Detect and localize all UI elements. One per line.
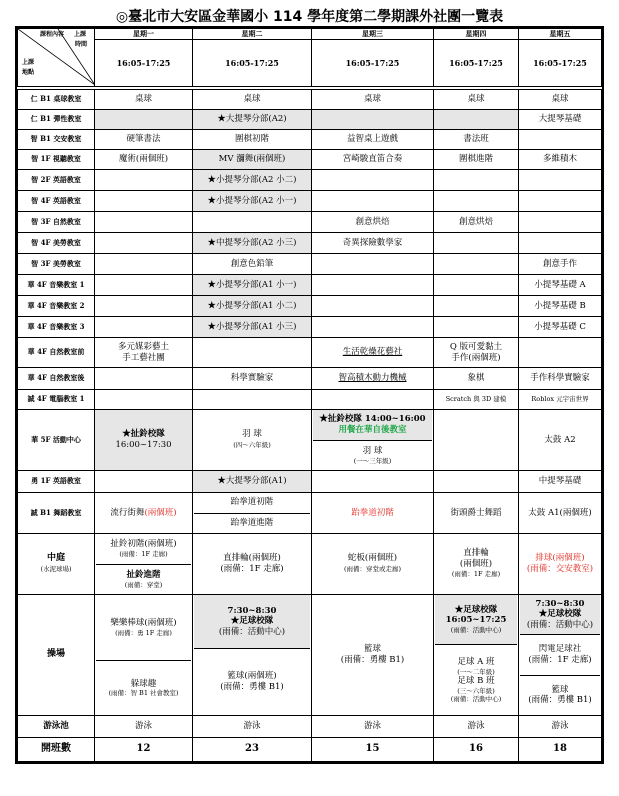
time-fri: 16:05-17:25 — [519, 40, 602, 87]
activity-line: (雨備：1F 走廊) — [220, 564, 284, 574]
activity-note: 用餐在華自後教室 — [338, 424, 407, 435]
activity-cell: ★中提琴分部(A2 小三) — [193, 233, 312, 254]
location-cell: 華 4F 音樂教室 1 — [18, 275, 95, 296]
activity-line: 籃球 — [551, 684, 569, 695]
location-cell: 仁 B1 桌球教室 — [18, 90, 95, 110]
location-cell: 華 4F 自然教室後 — [18, 368, 95, 390]
activity-line: (雨備：勇樓 B1) — [340, 655, 405, 665]
empty-cell — [95, 212, 193, 233]
activity-cell: 圍棋進階 — [434, 150, 519, 170]
activity-line: (雨備：活動中心) — [526, 619, 594, 630]
location-cell: 華 4F 自然教室前 — [18, 338, 95, 368]
empty-cell — [434, 233, 519, 254]
location-cell: 智 4F 英語教室 — [18, 191, 95, 212]
empty-cell — [312, 317, 434, 338]
activity-cell — [95, 410, 193, 471]
activity-line: 多元媒彩藝土 — [117, 341, 169, 352]
activity-line: (雨備：活動中心) — [450, 626, 502, 635]
table-row — [18, 534, 602, 595]
empty-cell — [519, 233, 602, 254]
location-cell: 游泳池 — [18, 716, 95, 738]
activity-cell: 智高積木動力機械 — [312, 368, 434, 390]
activity-cell: 書法班 — [434, 130, 519, 150]
empty-cell — [95, 317, 193, 338]
day-header-wed: 星期三 — [312, 29, 434, 40]
activity-cell: 游泳 — [193, 716, 312, 738]
location-cell: 華 4F 音樂教室 2 — [18, 296, 95, 317]
day-header-thu: 星期四 — [434, 29, 519, 40]
empty-cell — [193, 390, 312, 410]
activity-line: 蛇板(兩個班) — [347, 553, 398, 564]
activity-note: (兩個班) — [144, 507, 177, 518]
day-header-fri: 星期五 — [519, 29, 602, 40]
table-row — [18, 738, 602, 762]
day-header-tue: 星期二 — [193, 29, 312, 40]
activity-cell: ★大提琴分部(A1) — [193, 471, 312, 493]
table-row — [18, 275, 602, 296]
table-row — [18, 212, 602, 233]
activity-line: (雨備：活動中心) — [450, 694, 502, 703]
class-count-fri: 18 — [519, 738, 602, 762]
location-cell: 智 B1 交安教室 — [18, 130, 95, 150]
activity-line: 手工藝社團 — [122, 352, 165, 363]
empty-cell — [95, 170, 193, 191]
table-row — [18, 390, 602, 410]
activity-line: 閃電足球社 — [538, 644, 582, 655]
activity-cell — [95, 534, 193, 595]
corner-time-label: 時間 — [75, 41, 88, 48]
activity-line: ★足球校隊 — [230, 616, 274, 627]
activity-line: (雨備：勇 1F 走廊) — [115, 628, 172, 637]
activity-cell: 創意手作 — [519, 254, 602, 275]
table-row — [18, 110, 602, 130]
activity-cell: 小提琴基礎 B — [519, 296, 602, 317]
activity-line: (雨備：勇樓 B1) — [220, 681, 284, 692]
activity-cell: ★小提琴分部(A1 小三) — [193, 317, 312, 338]
activity-line: 7:30~8:30 — [227, 605, 277, 616]
activity-line: (四～六年級) — [233, 441, 271, 449]
empty-cell — [95, 233, 193, 254]
table-row — [18, 254, 602, 275]
corner-location-label-b: 地點 — [22, 69, 35, 76]
location-cell: 智 3F 美勞教室 — [18, 254, 95, 275]
activity-cell: 創意色鉛筆 — [193, 254, 312, 275]
time-thu: 16:05-17:25 — [434, 40, 519, 87]
empty-cell — [434, 254, 519, 275]
empty-cell — [434, 110, 519, 130]
location-cell: 仁 B1 彈性教室 — [18, 110, 95, 130]
activity-line: 16:05~17:25 — [445, 615, 507, 626]
activity-cell: 圍棋初階 — [193, 130, 312, 150]
empty-cell — [312, 110, 434, 130]
empty-cell — [95, 471, 193, 493]
activity-line: (三～六年級) — [457, 686, 495, 695]
activity-line: (雨備：穿堂) — [124, 580, 163, 589]
activity-line: ★扯鈴校隊 — [122, 429, 165, 440]
activity-cell: 益智桌上遊戲 — [312, 130, 434, 150]
activity-cell — [519, 534, 602, 595]
activity-cell: 太鼓 A2 — [519, 410, 602, 471]
location-cell: 華 5F 活動中心 — [18, 410, 95, 471]
empty-cell — [95, 390, 193, 410]
activity-line: 躲球趣 — [130, 678, 157, 689]
empty-cell — [519, 212, 602, 233]
table-corner — [18, 29, 95, 87]
empty-cell — [434, 410, 519, 471]
location-line: (水泥球場) — [40, 565, 72, 574]
corner-activity-label: 課程內容 — [40, 31, 65, 38]
activity-cell: 游泳 — [434, 716, 519, 738]
corner-location-label-a: 上課 — [22, 59, 35, 66]
empty-cell — [434, 296, 519, 317]
activity-line: (雨備：交安教室) — [526, 564, 594, 574]
activity-cell: 桌球 — [434, 90, 519, 110]
location-cell — [18, 534, 95, 595]
activity-cell: 游泳 — [312, 716, 434, 738]
empty-cell — [519, 191, 602, 212]
activity-cell: MV 瀰舞(兩個班) — [193, 150, 312, 170]
activity-cell: 跆拳道初階 — [312, 493, 434, 534]
empty-cell — [312, 254, 434, 275]
activity-cell: 桌球 — [312, 90, 434, 110]
activity-cell: ★小提琴分部(A2 小二) — [193, 170, 312, 191]
empty-cell — [434, 191, 519, 212]
activity-line: 直排輪(兩個班) — [223, 553, 281, 564]
activity-line: (雨備：1F 走廊) — [528, 654, 592, 665]
activity-cell: 科學實驗家 — [193, 368, 312, 390]
activity-line: 籃球 — [363, 644, 381, 655]
activity-cell: 中提琴基礎 — [519, 471, 602, 493]
activity-cell: 奇異探險數學家 — [312, 233, 434, 254]
activity-cell: Scratch 與 3D 建模 — [434, 390, 519, 410]
activity-line: Q 版可愛黏土 — [449, 341, 503, 352]
location-cell: 智 3F 自然教室 — [18, 212, 95, 233]
table-row — [18, 716, 602, 738]
table-row — [18, 595, 602, 716]
time-mon: 16:05-17:25 — [95, 40, 193, 87]
activity-line: (一～二年級) — [457, 667, 495, 676]
location-cell: 勇 1F 英語教室 — [18, 471, 95, 493]
activity-cell: 游泳 — [95, 716, 193, 738]
table-row — [18, 170, 602, 191]
activity-cell: 小提琴基礎 A — [519, 275, 602, 296]
table-row — [18, 233, 602, 254]
activity-cell — [193, 595, 312, 716]
class-count-wed: 15 — [312, 738, 434, 762]
activity-line: 羽 球 — [362, 445, 383, 456]
activity-cell: 創意烘焙 — [434, 212, 519, 233]
empty-cell — [312, 170, 434, 191]
empty-cell — [95, 254, 193, 275]
table-row — [18, 368, 602, 390]
activity-line: 羽 球 — [242, 429, 262, 440]
activity-cell — [95, 493, 193, 534]
class-count-mon: 12 — [95, 738, 193, 762]
activity-line: 7:30~8:30 — [535, 598, 585, 609]
empty-cell — [193, 338, 312, 368]
activity-line: 16:00~17:30 — [115, 440, 172, 450]
activity-cell — [193, 410, 312, 471]
table-row — [18, 493, 602, 534]
empty-cell — [312, 296, 434, 317]
activity-cell: 街頭爵士舞蹈 — [434, 493, 519, 534]
location-cell: 誠 4F 電腦教室 1 — [18, 390, 95, 410]
activity-line: (一～三年級) — [353, 456, 392, 465]
activity-cell — [312, 534, 434, 595]
empty-cell — [95, 191, 193, 212]
activity-line: (兩個班) — [459, 558, 493, 569]
table-row — [18, 296, 602, 317]
activity-line: (雨備：活動中心) — [218, 626, 286, 637]
activity-cell — [434, 595, 519, 716]
activity-line: 樂樂棒球(兩個班) — [110, 618, 177, 629]
activity-line: 跆拳道進階 — [230, 517, 274, 528]
table-row — [18, 471, 602, 493]
location-cell: 智 1F 視聽教室 — [18, 150, 95, 170]
activity-cell: 創意烘焙 — [312, 212, 434, 233]
location-line: 中庭 — [46, 553, 65, 564]
activity-cell: ★小提琴分部(A2 小一) — [193, 191, 312, 212]
table-row — [18, 317, 602, 338]
table-row — [18, 150, 602, 170]
activity-line: 足球 B 班 — [457, 675, 495, 686]
time-tue: 16:05-17:25 — [193, 40, 312, 87]
location-cell: 操場 — [18, 595, 95, 716]
activity-line: (雨備：穿堂或走廊) — [343, 565, 402, 573]
empty-cell — [312, 471, 434, 493]
activity-cell: ★小提琴分部(A1 小二) — [193, 296, 312, 317]
time-wed: 16:05-17:25 — [312, 40, 434, 87]
activity-cell: ★大提琴分部(A2) — [193, 110, 312, 130]
activity-cell: 太鼓 A1(兩個班) — [519, 493, 602, 534]
empty-cell — [95, 110, 193, 130]
empty-cell — [519, 130, 602, 150]
activity-cell: 桌球 — [95, 90, 193, 110]
location-cell: 誠 B1 舞蹈教室 — [18, 493, 95, 534]
empty-cell — [95, 368, 193, 390]
activity-cell — [434, 338, 519, 368]
table-row — [18, 338, 602, 368]
activity-line: 手作(兩個班) — [451, 352, 501, 363]
page-title: ◎臺北市大安區金華國小 114 學年度第二學期課外社團一覽表 — [115, 9, 504, 25]
activity-line: 直排輪 — [463, 548, 489, 559]
empty-cell — [434, 317, 519, 338]
activity-line: 排球(兩個班) — [535, 553, 585, 564]
activity-cell — [193, 534, 312, 595]
activity-cell: 魔術(兩個班) — [95, 150, 193, 170]
empty-cell — [312, 275, 434, 296]
class-count-label: 開班數 — [18, 738, 95, 762]
activity-line: 足球 A 班 — [457, 657, 495, 668]
empty-cell — [312, 191, 434, 212]
table-row — [18, 90, 602, 110]
empty-cell — [434, 471, 519, 493]
corner-class-label: 上課 — [74, 31, 87, 38]
activity-line: (雨備：勇樓 B1) — [528, 695, 592, 706]
activity-cell: 象棋 — [434, 368, 519, 390]
activity-line: (雨備：1F 走廊) — [119, 550, 168, 558]
activity-cell: 宮崎駿直笛合奏 — [312, 150, 434, 170]
day-header-mon: 星期一 — [95, 29, 193, 40]
activity-cell — [312, 410, 434, 471]
activity-line: 跆拳道初階 — [230, 497, 274, 508]
activity-line: ★足球校隊 — [454, 604, 498, 615]
activity-line: ★扯鈴校隊 14:00~16:00 — [319, 414, 426, 425]
activity-cell: ★小提琴分部(A1 小一) — [193, 275, 312, 296]
activity-line: 籃球(兩個班) — [227, 671, 277, 682]
activity-line: ★足球校隊 — [538, 609, 582, 620]
activity-line: (雨備：智 B1 社會教室) — [108, 689, 179, 698]
class-count-tue: 23 — [193, 738, 312, 762]
table-row — [18, 191, 602, 212]
activity-cell — [95, 338, 193, 368]
empty-cell — [519, 170, 602, 191]
empty-cell — [434, 275, 519, 296]
activity-cell: 硬筆書法 — [95, 130, 193, 150]
table-row — [18, 410, 602, 471]
activity-cell: 多維積木 — [519, 150, 602, 170]
activity-line: 扯鈴進階 — [126, 569, 161, 580]
empty-cell — [519, 338, 602, 368]
activity-line: 扯鈴初階(兩個班) — [110, 539, 177, 550]
activity-cell — [519, 595, 602, 716]
location-cell: 華 4F 音樂教室 3 — [18, 317, 95, 338]
activity-line: (雨備：1F 走廊) — [451, 570, 501, 579]
activity-cell: 游泳 — [519, 716, 602, 738]
empty-cell — [312, 390, 434, 410]
activity-cell — [312, 595, 434, 716]
location-cell: 智 2F 英語教室 — [18, 170, 95, 191]
activity-cell — [95, 595, 193, 716]
activity-cell: 小提琴基礎 C — [519, 317, 602, 338]
schedule-table — [17, 28, 602, 762]
location-cell: 智 4F 美勞教室 — [18, 233, 95, 254]
activity-line: 流行街舞 — [110, 507, 145, 518]
empty-cell — [95, 296, 193, 317]
activity-cell: 桌球 — [193, 90, 312, 110]
activity-cell — [193, 493, 312, 534]
activity-cell: 手作科學實驗家 — [519, 368, 602, 390]
empty-cell — [193, 212, 312, 233]
activity-cell: Roblox 元宇宙世界 — [519, 390, 602, 410]
class-count-thu: 16 — [434, 738, 519, 762]
table-row — [18, 130, 602, 150]
empty-cell — [95, 275, 193, 296]
empty-cell — [434, 170, 519, 191]
activity-cell: 桌球 — [519, 90, 602, 110]
activity-cell: 生活乾燥花藝社 — [312, 338, 434, 368]
activity-cell — [434, 534, 519, 595]
activity-cell: 大提琴基礎 — [519, 110, 602, 130]
